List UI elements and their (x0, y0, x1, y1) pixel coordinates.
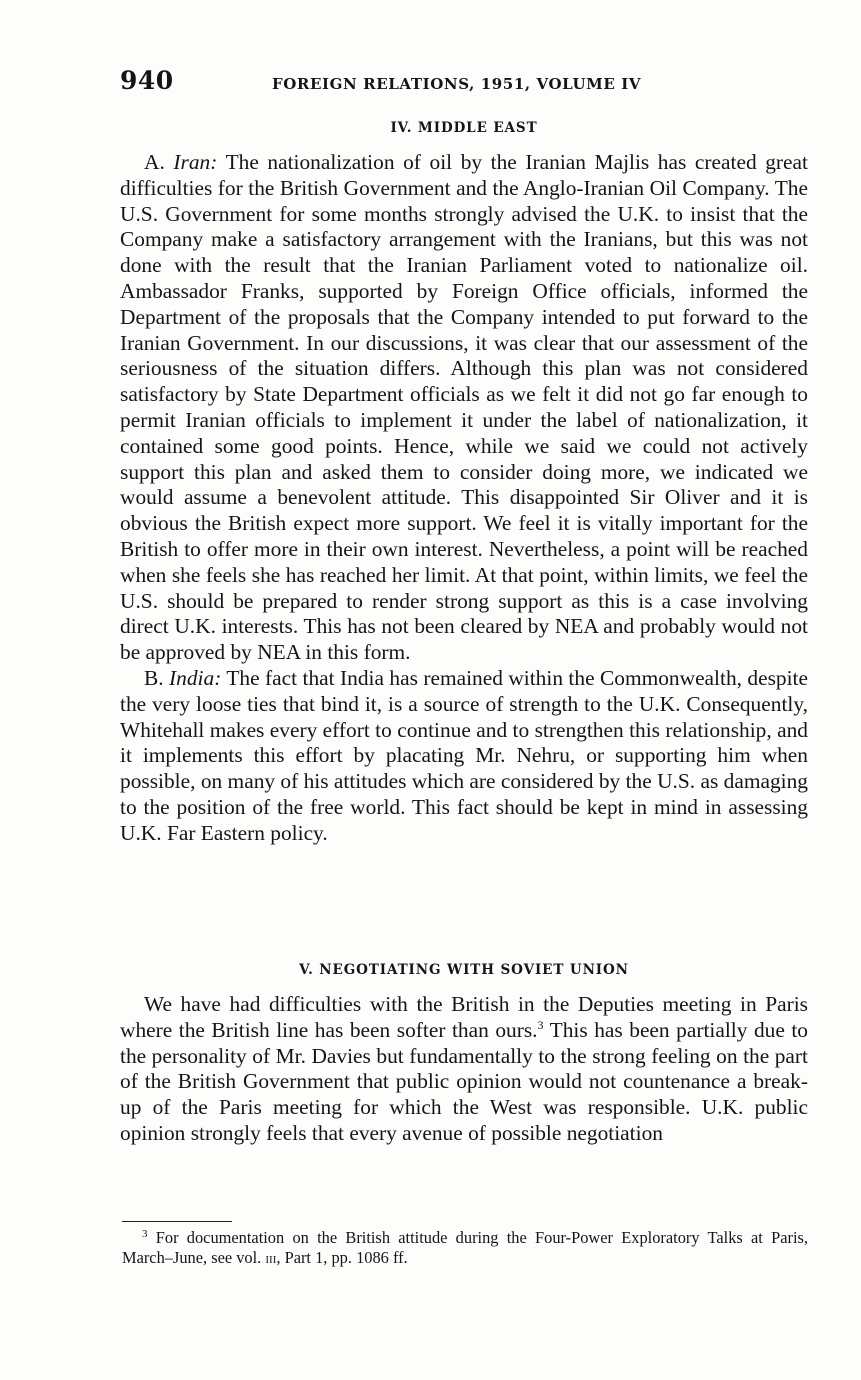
footnote-volume: iii (265, 1247, 277, 1267)
paragraph-india (120, 666, 808, 847)
paragraph-prefix: B. (144, 665, 170, 690)
page-number: 940 (120, 66, 174, 95)
footnote-divider (122, 1221, 232, 1222)
page-header (120, 66, 810, 102)
paragraph-prefix: A. (144, 150, 174, 174)
footnote-text-part2: , Part 1, pp. 1086 ff. (276, 1247, 408, 1267)
paragraph-lead-india: India: (169, 665, 222, 690)
paragraph-text-iran: The nationalization of oil by the Iranian Majlis has created great difficulties for the British Government and the Anglo-Iranian Oil Company. The U.S. Government for some months strongly advised the U.K. to insist that the Company make a satisfactory arrangement with the Iranians, but this was not done with the result that the Iranian Parliament voted to nationalize oil. Ambassador Franks, supported by Foreign Office officials, informed the Department of the proposals that the Company intended to put forward to the Iranian Government. In our discussions, it was clear that our assessment of the seriousness of the situation differs. Although this plan was not considered satisfactory by State Department officials as we felt it did not go far enough to permit Iranian officials to implement it under the label of nationalization, it contained some good points. Hence, while we said we could not actively support this plan and asked them to consider doing more, we indicated we would assume a benevolent attitude. This disappointed Sir Oliver and it is obvious the British expect more support. We feel it is vitally important for the British to offer more in their own interest. Nevertheless, a point will be reached when she feels she has reached her limit. At that point, within limits, we feel the U.S. should be prepared to render strong support as this is a case involving direct U.K. interests. This has not been cleared by NEA and probably would not be approved by NEA in this form. (120, 150, 808, 665)
running-title: FOREIGN RELATIONS, 1951, VOLUME IV (272, 75, 642, 93)
paragraph-text-soviet-part2: This has been partially due to the personality of Mr. Davies but fundamentally to the strong feeling on the part of the British Government that public opinion would not countenance a break-up of the Paris meeting for which the West was responsible. U.K. public opinion strongly feels that every avenue of possible negotiation (120, 1017, 808, 1145)
footnote-reference[interactable]: 3 (537, 1017, 544, 1032)
section-heading-soviet-union: V. NEGOTIATING WITH SOVIET UNION (299, 962, 629, 978)
footnote-mark: 3 (142, 1228, 148, 1240)
footnote-text-part1: For documentation on the British attitude during the Four-Power Exploratory Talks at Paris, March–June, see vol. (122, 1228, 808, 1267)
footnote (122, 1228, 808, 1267)
section-soviet-union-body (120, 992, 808, 1147)
paragraph-lead-iran: Iran: (173, 150, 218, 174)
paragraph-soviet-union (120, 992, 808, 1147)
paragraph-iran (120, 150, 808, 666)
paragraph-text-india: The fact that India has remained within the Commonwealth, despite the very loose ties that bind it, is a source of strength to the U.K. Consequently, Whitehall makes every effort to continue and to strengthen this relationship, and it implements this effort by placating Mr. Nehru, or supporting him when possible, on many of his attitudes which are considered by the U.S. as damaging to the position of the free world. This fact should be kept in mind in assessing U.K. Far Eastern policy. (120, 665, 808, 845)
section-middle-east-body (120, 150, 808, 847)
paragraph-text-soviet-part1: We have had difficulties with the British in the Deputies meeting in Paris where the British line has been softer than ours. (120, 992, 808, 1042)
section-heading-middle-east: IV. MIDDLE EAST (390, 120, 538, 136)
